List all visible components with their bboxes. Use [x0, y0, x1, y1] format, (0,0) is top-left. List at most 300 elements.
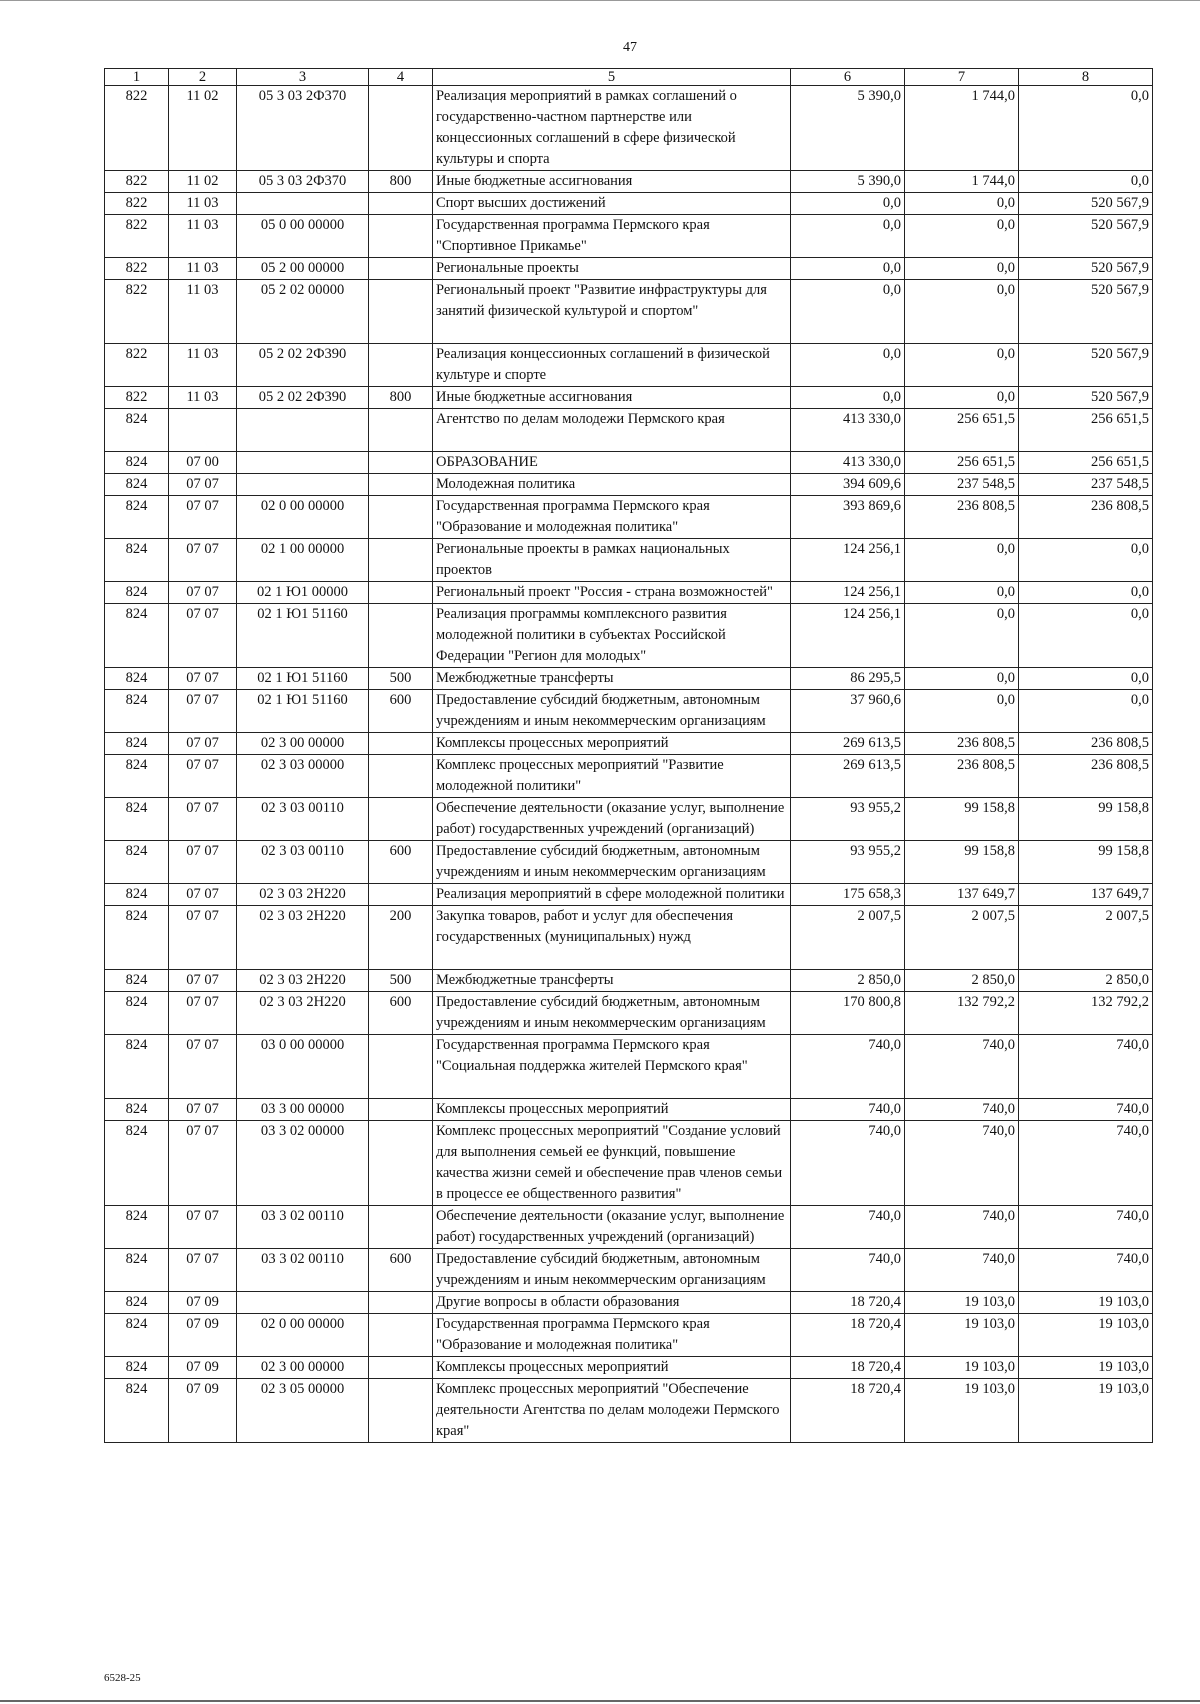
cell-amount-col6: 2 850,0	[791, 970, 905, 992]
cell-amount-col6: 0,0	[791, 344, 905, 387]
cell-amount-col6: 393 869,6	[791, 496, 905, 539]
cell-amount-col6: 0,0	[791, 193, 905, 215]
cell-amount-col7: 19 103,0	[905, 1379, 1019, 1443]
cell-amount-col8: 99 158,8	[1019, 798, 1153, 841]
cell-amount-col8: 0,0	[1019, 171, 1153, 193]
cell-amount-col8: 740,0	[1019, 1206, 1153, 1249]
cell-admin-code: 824	[105, 1314, 169, 1357]
cell-admin-code: 822	[105, 258, 169, 280]
cell-amount-col7: 740,0	[905, 1249, 1019, 1292]
cell-expense-type	[369, 582, 433, 604]
cell-amount-col8: 740,0	[1019, 1249, 1153, 1292]
cell-section: 11 03	[169, 387, 237, 409]
cell-amount-col7: 0,0	[905, 344, 1019, 387]
cell-target-article: 02 3 00 00000	[237, 1357, 369, 1379]
cell-amount-col8: 520 567,9	[1019, 258, 1153, 280]
cell-admin-code: 824	[105, 539, 169, 582]
cell-section: 07 07	[169, 1099, 237, 1121]
table-row	[105, 755, 1153, 798]
table-row	[105, 215, 1153, 258]
budget-table	[104, 68, 1153, 1443]
cell-amount-col6: 740,0	[791, 1121, 905, 1206]
cell-amount-col6: 5 390,0	[791, 171, 905, 193]
table-row	[105, 884, 1153, 906]
cell-section: 07 07	[169, 992, 237, 1035]
cell-admin-code: 822	[105, 171, 169, 193]
cell-section: 07 07	[169, 1035, 237, 1099]
cell-amount-col8: 520 567,9	[1019, 344, 1153, 387]
cell-target-article: 03 3 02 00110	[237, 1206, 369, 1249]
column-header: 6	[791, 69, 905, 86]
cell-section: 07 07	[169, 884, 237, 906]
cell-admin-code: 824	[105, 884, 169, 906]
cell-expense-type: 600	[369, 690, 433, 733]
cell-admin-code: 824	[105, 668, 169, 690]
cell-target-article: 02 3 05 00000	[237, 1379, 369, 1443]
cell-expense-type: 800	[369, 387, 433, 409]
cell-amount-col8: 256 651,5	[1019, 452, 1153, 474]
cell-section: 11 03	[169, 344, 237, 387]
cell-description: Обеспечение деятельности (оказание услуг, выполнение работ) государственных учреждений (организаций)	[433, 1206, 791, 1249]
cell-amount-col7: 0,0	[905, 215, 1019, 258]
cell-amount-col8: 520 567,9	[1019, 387, 1153, 409]
cell-amount-col7: 0,0	[905, 668, 1019, 690]
cell-amount-col6: 170 800,8	[791, 992, 905, 1035]
table-row	[105, 1357, 1153, 1379]
cell-section: 07 07	[169, 798, 237, 841]
cell-expense-type	[369, 604, 433, 668]
cell-amount-col7: 0,0	[905, 193, 1019, 215]
cell-target-article: 02 3 03 00000	[237, 755, 369, 798]
cell-amount-col8: 0,0	[1019, 539, 1153, 582]
cell-amount-col8: 740,0	[1019, 1121, 1153, 1206]
cell-admin-code: 822	[105, 215, 169, 258]
cell-amount-col8: 0,0	[1019, 690, 1153, 733]
cell-expense-type	[369, 344, 433, 387]
cell-target-article	[237, 452, 369, 474]
cell-admin-code: 824	[105, 798, 169, 841]
cell-amount-col6: 269 613,5	[791, 755, 905, 798]
cell-amount-col8: 740,0	[1019, 1035, 1153, 1099]
cell-amount-col6: 413 330,0	[791, 409, 905, 452]
cell-description: ОБРАЗОВАНИЕ	[433, 452, 791, 474]
cell-target-article: 05 0 00 00000	[237, 215, 369, 258]
footer-code: 6528-25	[104, 1672, 141, 1684]
cell-target-article: 05 2 02 00000	[237, 280, 369, 344]
cell-amount-col7: 0,0	[905, 280, 1019, 344]
cell-amount-col7: 0,0	[905, 604, 1019, 668]
cell-amount-col8: 236 808,5	[1019, 496, 1153, 539]
cell-target-article: 02 1 Ю1 51160	[237, 690, 369, 733]
cell-amount-col6: 0,0	[791, 280, 905, 344]
cell-amount-col6: 394 609,6	[791, 474, 905, 496]
cell-admin-code: 822	[105, 86, 169, 171]
cell-description: Другие вопросы в области образования	[433, 1292, 791, 1314]
cell-description: Комплекс процессных мероприятий "Обеспечение деятельности Агентства по делам молодежи Пермского края"	[433, 1379, 791, 1443]
cell-admin-code: 824	[105, 604, 169, 668]
cell-description: Реализация мероприятий в рамках соглашений о государственно-частном партнерстве или концессионных соглашений в сфере физической культуры и спорта	[433, 86, 791, 171]
cell-description: Предоставление субсидий бюджетным, автономным учреждениям и иным некоммерческим организациям	[433, 841, 791, 884]
cell-description: Закупка товаров, работ и услуг для обеспечения государственных (муниципальных) нужд	[433, 906, 791, 970]
table-row	[105, 604, 1153, 668]
column-header: 2	[169, 69, 237, 86]
cell-amount-col7: 740,0	[905, 1035, 1019, 1099]
cell-amount-col6: 740,0	[791, 1249, 905, 1292]
cell-amount-col7: 2 007,5	[905, 906, 1019, 970]
cell-amount-col7: 236 808,5	[905, 496, 1019, 539]
cell-admin-code: 824	[105, 496, 169, 539]
cell-target-article: 02 3 03 2Н220	[237, 884, 369, 906]
cell-description: Государственная программа Пермского края "Спортивное Прикамье"	[433, 215, 791, 258]
cell-admin-code: 822	[105, 344, 169, 387]
page-border-top	[0, 0, 1200, 1]
cell-target-article: 02 3 03 2Н220	[237, 970, 369, 992]
cell-description: Комплекс процессных мероприятий "Создание условий для выполнения семьей ее функций, повышение качества жизни семей и обеспечение прав членов семьи в процессе ее общественного развития"	[433, 1121, 791, 1206]
cell-admin-code: 824	[105, 690, 169, 733]
table-row	[105, 86, 1153, 171]
cell-expense-type	[369, 539, 433, 582]
cell-description: Комплексы процессных мероприятий	[433, 1099, 791, 1121]
cell-section: 07 07	[169, 690, 237, 733]
cell-target-article: 02 1 Ю1 00000	[237, 582, 369, 604]
cell-section: 11 02	[169, 86, 237, 171]
table-row	[105, 668, 1153, 690]
table-row	[105, 582, 1153, 604]
cell-amount-col7: 19 103,0	[905, 1292, 1019, 1314]
cell-amount-col7: 99 158,8	[905, 841, 1019, 884]
cell-target-article: 02 1 00 00000	[237, 539, 369, 582]
cell-expense-type	[369, 280, 433, 344]
cell-target-article	[237, 193, 369, 215]
cell-admin-code: 824	[105, 733, 169, 755]
cell-section: 07 07	[169, 1121, 237, 1206]
cell-section: 07 09	[169, 1379, 237, 1443]
cell-admin-code: 824	[105, 841, 169, 884]
cell-amount-col6: 124 256,1	[791, 604, 905, 668]
cell-amount-col8: 99 158,8	[1019, 841, 1153, 884]
table-row	[105, 690, 1153, 733]
cell-section: 11 03	[169, 215, 237, 258]
cell-amount-col6: 740,0	[791, 1035, 905, 1099]
cell-amount-col6: 93 955,2	[791, 798, 905, 841]
cell-description: Комплексы процессных мероприятий	[433, 733, 791, 755]
cell-section: 07 00	[169, 452, 237, 474]
cell-expense-type	[369, 1357, 433, 1379]
cell-amount-col8: 19 103,0	[1019, 1379, 1153, 1443]
cell-amount-col6: 18 720,4	[791, 1292, 905, 1314]
cell-section: 11 03	[169, 193, 237, 215]
cell-description: Обеспечение деятельности (оказание услуг, выполнение работ) государственных учреждений (организаций)	[433, 798, 791, 841]
cell-target-article: 02 1 Ю1 51160	[237, 668, 369, 690]
cell-amount-col7: 1 744,0	[905, 171, 1019, 193]
table-row	[105, 1206, 1153, 1249]
cell-expense-type: 600	[369, 1249, 433, 1292]
cell-amount-col7: 19 103,0	[905, 1314, 1019, 1357]
cell-section: 07 07	[169, 539, 237, 582]
cell-description: Предоставление субсидий бюджетным, автономным учреждениям и иным некоммерческим организациям	[433, 1249, 791, 1292]
cell-admin-code: 822	[105, 193, 169, 215]
cell-amount-col7: 236 808,5	[905, 755, 1019, 798]
cell-amount-col8: 0,0	[1019, 604, 1153, 668]
cell-expense-type	[369, 884, 433, 906]
cell-target-article: 05 2 02 2Ф390	[237, 387, 369, 409]
cell-expense-type	[369, 798, 433, 841]
cell-target-article: 02 3 00 00000	[237, 733, 369, 755]
cell-expense-type	[369, 215, 433, 258]
cell-amount-col8: 0,0	[1019, 668, 1153, 690]
cell-section: 07 09	[169, 1357, 237, 1379]
cell-expense-type: 600	[369, 841, 433, 884]
table-row	[105, 474, 1153, 496]
cell-amount-col8: 520 567,9	[1019, 280, 1153, 344]
cell-section: 07 07	[169, 668, 237, 690]
cell-amount-col8: 236 808,5	[1019, 755, 1153, 798]
table-row	[105, 539, 1153, 582]
cell-amount-col6: 740,0	[791, 1206, 905, 1249]
cell-section: 11 02	[169, 171, 237, 193]
cell-target-article	[237, 409, 369, 452]
cell-description: Государственная программа Пермского края "Социальная поддержка жителей Пермского края"	[433, 1035, 791, 1099]
cell-admin-code: 824	[105, 970, 169, 992]
cell-expense-type: 200	[369, 906, 433, 970]
cell-amount-col7: 137 649,7	[905, 884, 1019, 906]
cell-amount-col7: 19 103,0	[905, 1357, 1019, 1379]
cell-admin-code: 824	[105, 1292, 169, 1314]
cell-amount-col7: 256 651,5	[905, 452, 1019, 474]
table-row	[105, 733, 1153, 755]
cell-expense-type	[369, 755, 433, 798]
column-header: 1	[105, 69, 169, 86]
cell-amount-col8: 2 007,5	[1019, 906, 1153, 970]
cell-description: Иные бюджетные ассигнования	[433, 387, 791, 409]
cell-expense-type	[369, 1099, 433, 1121]
cell-amount-col7: 99 158,8	[905, 798, 1019, 841]
cell-amount-col6: 175 658,3	[791, 884, 905, 906]
cell-amount-col6: 740,0	[791, 1099, 905, 1121]
table-row	[105, 1292, 1153, 1314]
cell-expense-type	[369, 733, 433, 755]
cell-expense-type: 600	[369, 992, 433, 1035]
cell-description: Региональный проект "Россия - страна возможностей"	[433, 582, 791, 604]
cell-amount-col8: 520 567,9	[1019, 215, 1153, 258]
cell-amount-col8: 256 651,5	[1019, 409, 1153, 452]
cell-description: Межбюджетные трансферты	[433, 668, 791, 690]
table-row	[105, 280, 1153, 344]
cell-amount-col7: 740,0	[905, 1121, 1019, 1206]
cell-amount-col6: 86 295,5	[791, 668, 905, 690]
cell-description: Комплексы процессных мероприятий	[433, 1357, 791, 1379]
cell-admin-code: 824	[105, 992, 169, 1035]
cell-amount-col8: 520 567,9	[1019, 193, 1153, 215]
cell-expense-type	[369, 474, 433, 496]
cell-admin-code: 824	[105, 906, 169, 970]
cell-amount-col7: 0,0	[905, 258, 1019, 280]
table-body	[105, 86, 1153, 1443]
cell-admin-code: 824	[105, 409, 169, 452]
cell-section: 07 07	[169, 970, 237, 992]
cell-amount-col6: 124 256,1	[791, 539, 905, 582]
cell-description: Спорт высших достижений	[433, 193, 791, 215]
cell-amount-col6: 37 960,6	[791, 690, 905, 733]
cell-admin-code: 824	[105, 1035, 169, 1099]
cell-section: 07 07	[169, 474, 237, 496]
cell-amount-col6: 93 955,2	[791, 841, 905, 884]
column-header: 5	[433, 69, 791, 86]
table-row	[105, 1099, 1153, 1121]
cell-target-article: 02 1 Ю1 51160	[237, 604, 369, 668]
table-row	[105, 1249, 1153, 1292]
cell-section	[169, 409, 237, 452]
cell-expense-type	[369, 1121, 433, 1206]
cell-section: 07 07	[169, 841, 237, 884]
cell-description: Комплекс процессных мероприятий "Развитие молодежной политики"	[433, 755, 791, 798]
cell-section: 07 07	[169, 1206, 237, 1249]
cell-section: 11 03	[169, 280, 237, 344]
cell-description: Государственная программа Пермского края "Образование и молодежная политика"	[433, 1314, 791, 1357]
column-header-row	[105, 69, 1153, 86]
table-row	[105, 171, 1153, 193]
table-row	[105, 992, 1153, 1035]
cell-target-article: 05 2 00 00000	[237, 258, 369, 280]
cell-target-article: 02 3 03 2Н220	[237, 992, 369, 1035]
cell-target-article: 05 3 03 2Ф370	[237, 171, 369, 193]
cell-admin-code: 824	[105, 1121, 169, 1206]
cell-description: Молодежная политика	[433, 474, 791, 496]
table-row	[105, 906, 1153, 970]
cell-expense-type: 500	[369, 668, 433, 690]
cell-expense-type	[369, 1379, 433, 1443]
cell-target-article: 02 3 03 2Н220	[237, 906, 369, 970]
cell-section: 07 09	[169, 1314, 237, 1357]
cell-amount-col8: 2 850,0	[1019, 970, 1153, 992]
cell-target-article: 03 3 02 00000	[237, 1121, 369, 1206]
cell-target-article: 03 3 00 00000	[237, 1099, 369, 1121]
cell-amount-col7: 0,0	[905, 387, 1019, 409]
cell-description: Реализация программы комплексного развития молодежной политики в субъектах Российской Федерации "Регион для молодых"	[433, 604, 791, 668]
cell-expense-type	[369, 86, 433, 171]
cell-target-article: 05 2 02 2Ф390	[237, 344, 369, 387]
cell-expense-type: 800	[369, 171, 433, 193]
cell-admin-code: 824	[105, 474, 169, 496]
cell-section: 07 07	[169, 755, 237, 798]
cell-expense-type: 500	[369, 970, 433, 992]
cell-description: Региональные проекты	[433, 258, 791, 280]
cell-description: Агентство по делам молодежи Пермского края	[433, 409, 791, 452]
table-row	[105, 841, 1153, 884]
cell-amount-col7: 1 744,0	[905, 86, 1019, 171]
cell-amount-col8: 740,0	[1019, 1099, 1153, 1121]
cell-expense-type	[369, 409, 433, 452]
cell-section: 07 07	[169, 906, 237, 970]
column-header: 8	[1019, 69, 1153, 86]
column-header: 3	[237, 69, 369, 86]
table-row	[105, 452, 1153, 474]
cell-admin-code: 824	[105, 1249, 169, 1292]
table-row	[105, 496, 1153, 539]
cell-amount-col8: 0,0	[1019, 86, 1153, 171]
cell-target-article: 02 3 03 00110	[237, 841, 369, 884]
cell-admin-code: 824	[105, 1379, 169, 1443]
cell-admin-code: 822	[105, 280, 169, 344]
cell-expense-type	[369, 1314, 433, 1357]
cell-target-article: 02 0 00 00000	[237, 496, 369, 539]
cell-admin-code: 822	[105, 387, 169, 409]
cell-admin-code: 824	[105, 452, 169, 474]
table-row	[105, 798, 1153, 841]
page-border-bottom	[0, 1700, 1200, 1702]
cell-amount-col8: 19 103,0	[1019, 1314, 1153, 1357]
cell-target-article: 03 0 00 00000	[237, 1035, 369, 1099]
cell-amount-col6: 124 256,1	[791, 582, 905, 604]
cell-description: Государственная программа Пермского края "Образование и молодежная политика"	[433, 496, 791, 539]
cell-description: Реализация концессионных соглашений в физической культуре и спорте	[433, 344, 791, 387]
table-row	[105, 258, 1153, 280]
cell-expense-type	[369, 1206, 433, 1249]
cell-section: 07 07	[169, 604, 237, 668]
cell-amount-col6: 18 720,4	[791, 1379, 905, 1443]
cell-admin-code: 824	[105, 1099, 169, 1121]
cell-description: Предоставление субсидий бюджетным, автономным учреждениям и иным некоммерческим организациям	[433, 992, 791, 1035]
cell-section: 07 09	[169, 1292, 237, 1314]
cell-expense-type	[369, 258, 433, 280]
cell-admin-code: 824	[105, 582, 169, 604]
cell-description: Региональный проект "Развитие инфраструктуры для занятий физической культурой и спортом"	[433, 280, 791, 344]
cell-expense-type	[369, 496, 433, 539]
cell-target-article: 05 3 03 2Ф370	[237, 86, 369, 171]
table-row	[105, 409, 1153, 452]
cell-amount-col6: 18 720,4	[791, 1314, 905, 1357]
cell-amount-col8: 137 649,7	[1019, 884, 1153, 906]
column-header: 7	[905, 69, 1019, 86]
cell-admin-code: 824	[105, 1206, 169, 1249]
cell-amount-col7: 740,0	[905, 1099, 1019, 1121]
cell-admin-code: 824	[105, 755, 169, 798]
cell-amount-col6: 269 613,5	[791, 733, 905, 755]
table-row	[105, 1314, 1153, 1357]
cell-amount-col6: 2 007,5	[791, 906, 905, 970]
cell-description: Реализация мероприятий в сфере молодежной политики	[433, 884, 791, 906]
cell-amount-col8: 19 103,0	[1019, 1357, 1153, 1379]
table-row	[105, 1035, 1153, 1099]
cell-description: Предоставление субсидий бюджетным, автономным учреждениям и иным некоммерческим организациям	[433, 690, 791, 733]
page-number: 47	[623, 40, 637, 55]
table-row	[105, 193, 1153, 215]
cell-amount-col6: 0,0	[791, 215, 905, 258]
cell-amount-col7: 0,0	[905, 690, 1019, 733]
cell-section: 11 03	[169, 258, 237, 280]
table-row	[105, 344, 1153, 387]
cell-amount-col6: 0,0	[791, 258, 905, 280]
cell-amount-col8: 0,0	[1019, 582, 1153, 604]
cell-amount-col7: 256 651,5	[905, 409, 1019, 452]
cell-admin-code: 824	[105, 1357, 169, 1379]
table-row	[105, 1121, 1153, 1206]
cell-amount-col6: 0,0	[791, 387, 905, 409]
cell-amount-col8: 236 808,5	[1019, 733, 1153, 755]
cell-target-article	[237, 474, 369, 496]
cell-description: Межбюджетные трансферты	[433, 970, 791, 992]
cell-section: 07 07	[169, 582, 237, 604]
column-header: 4	[369, 69, 433, 86]
cell-section: 07 07	[169, 733, 237, 755]
cell-expense-type	[369, 1035, 433, 1099]
cell-expense-type	[369, 1292, 433, 1314]
cell-amount-col6: 5 390,0	[791, 86, 905, 171]
cell-section: 07 07	[169, 496, 237, 539]
cell-amount-col7: 2 850,0	[905, 970, 1019, 992]
cell-amount-col8: 19 103,0	[1019, 1292, 1153, 1314]
cell-target-article	[237, 1292, 369, 1314]
